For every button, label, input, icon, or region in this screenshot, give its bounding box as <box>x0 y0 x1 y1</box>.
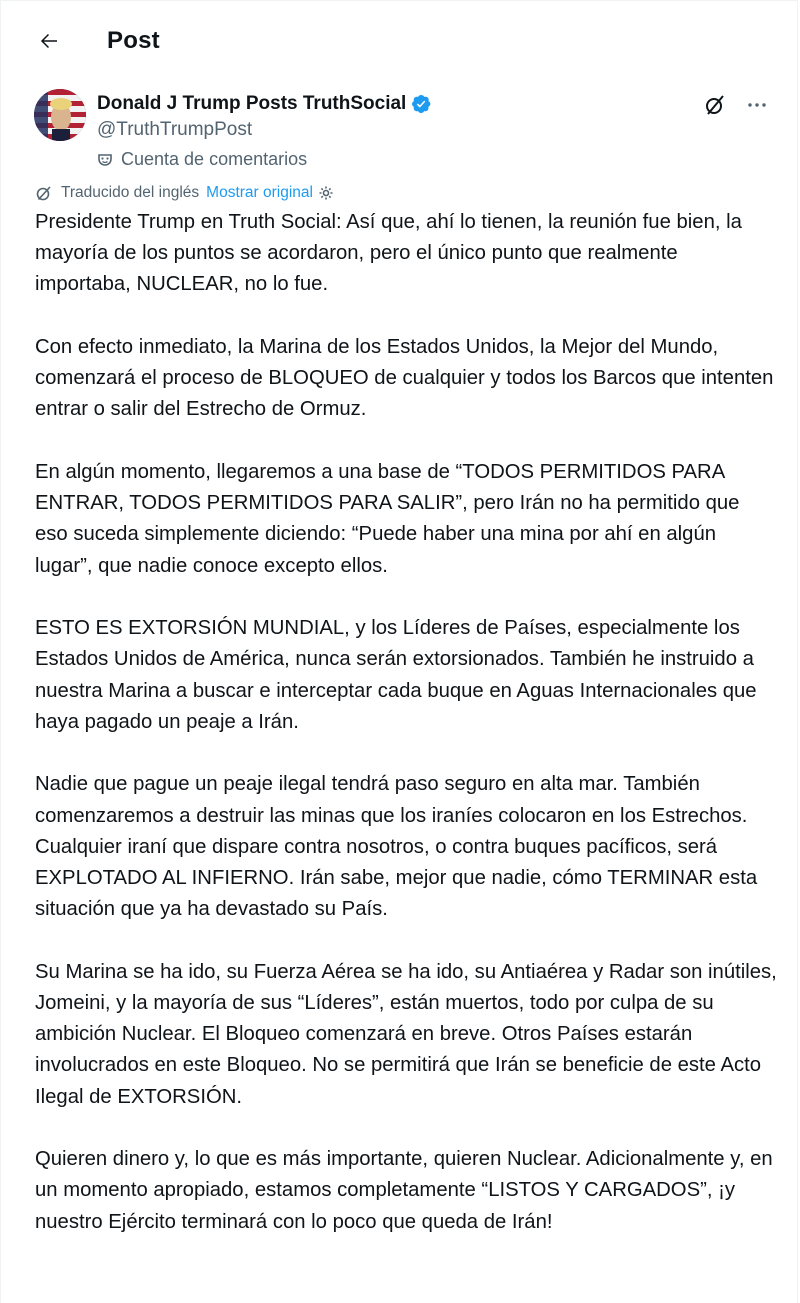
post-author <box>1 81 797 181</box>
translation-notice <box>1 181 797 205</box>
page-title: Post <box>107 27 160 54</box>
author-handle[interactable]: @TruthTrumpPost <box>97 119 253 140</box>
gear-icon[interactable] <box>317 184 335 202</box>
account-label[interactable] <box>97 149 432 170</box>
translation-notice-text: Traducido del inglés <box>61 184 200 201</box>
post-text <box>1 207 797 1238</box>
post-paragraph: ESTO ES EXTORSIÓN MUNDIAL, y los Líderes de Países, especialmente los Estados Unidos de América, nunca serán extorsionados. También he instruido a nuestra Marina a buscar e interceptar cada buque en Aguas Internacionales que haya pagado un peaje a Irán. <box>35 617 757 733</box>
show-original-link[interactable]: Mostrar original <box>206 184 313 201</box>
author-actions <box>703 93 769 117</box>
grok-icon[interactable] <box>703 93 727 117</box>
post-paragraph: Su Marina se ha ido, su Fuerza Aérea se ha ido, su Antiaérea y Radar son inútiles, Jomeini, y la mayoría de sus “Líderes”, están muertos, todo por culpa de su ambición Nuclear. El Bloqueo comenzará en breve. Otros Países estarán involucrados en este Bloqueo. No se permitirá que Irán se beneficie de este Acto Ilegal de EXTORSIÓN. <box>35 960 777 1108</box>
page-header <box>1 1 797 81</box>
post-paragraph: Quieren dinero y, lo que es más importante, quieren Nuclear. Adicionalmente y, en un momento apropiado, estamos completamente “LISTOS Y CARGADOS”, ¡y nuestro Ejército terminará con lo poco que queda de Irán! <box>35 1148 773 1233</box>
verified-badge-icon[interactable] <box>410 93 432 115</box>
back-button[interactable] <box>29 21 69 61</box>
post-paragraph: En algún momento, llegaremos a una base de “TODOS PERMITIDOS PARA ENTRAR, TODOS PERMITIDOS PARA SALIR”, pero Irán no ha permitido que eso suceda simplemente diciendo: “Puede haber una mina por ahí en algún lugar”, que nadie conoce excepto ellos. <box>35 461 740 577</box>
display-name[interactable]: Donald J Trump Posts TruthSocial <box>97 93 407 114</box>
more-options-icon[interactable] <box>745 93 769 117</box>
avatar-image <box>34 89 86 141</box>
display-name-row <box>97 92 432 116</box>
mask-icon <box>97 152 113 168</box>
post-paragraph: Presidente Trump en Truth Social: Así que, ahí lo tienen, la reunión fue bien, la mayoría de los puntos se acordaron, pero el único punto que realmente importaba, NUCLEAR, no lo fue. <box>35 211 742 296</box>
author-info <box>97 92 432 181</box>
account-label-text: Cuenta de comentarios <box>121 149 308 169</box>
post-paragraph: Nadie que pague un peaje ilegal tendrá paso seguro en alta mar. También comenzaremos a destruir las minas que los iraníes colocaron en los Estrechos. Cualquier iraní que dispare contra nosotros, o contra buques pacíficos, será EXPLOTADO AL INFIERNO. Irán sabe, mejor que nadie, cómo TERMINAR esta situación que ya ha devastado su País. <box>35 773 758 921</box>
translate-icon <box>35 184 53 202</box>
avatar[interactable] <box>34 89 86 141</box>
post-paragraph: Con efecto inmediato, la Marina de los Estados Unidos, la Mejor del Mundo, comenzará el proceso de BLOQUEO de cualquier y todos los Barcos que intenten entrar o salir del Estrecho de Ormuz. <box>35 336 774 421</box>
arrow-left-icon <box>37 29 61 53</box>
